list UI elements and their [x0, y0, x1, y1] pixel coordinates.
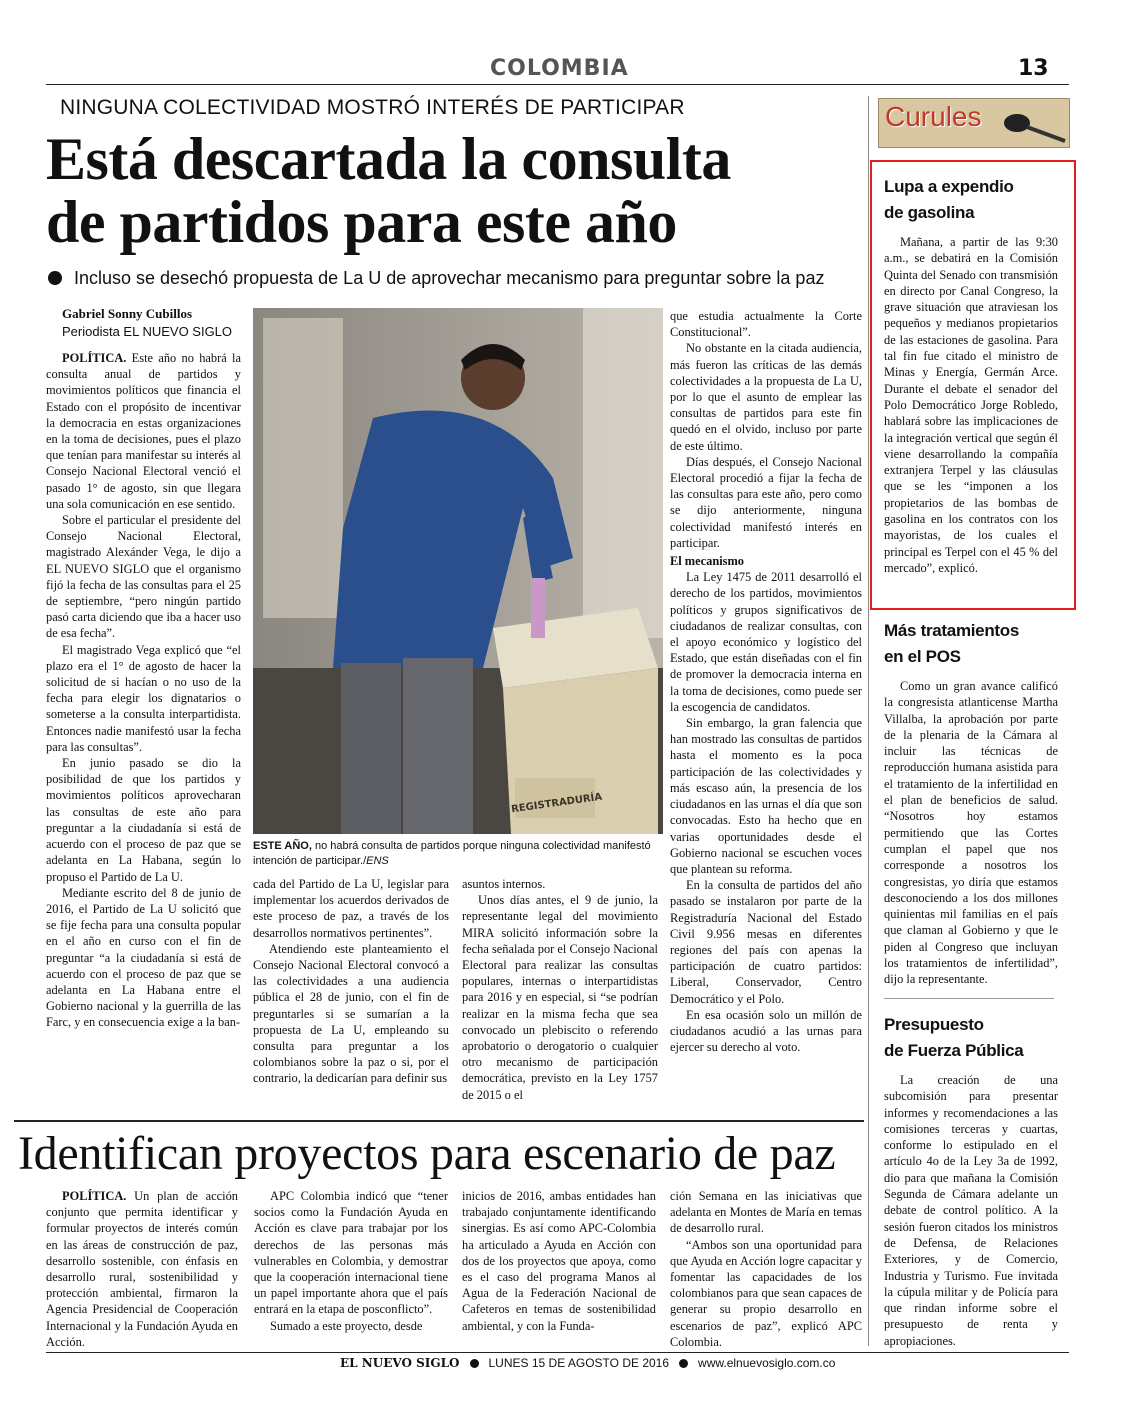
- article-column-1: [46, 350, 241, 1110]
- subheading: El mecanismo: [670, 554, 744, 569]
- footer: [340, 1356, 835, 1370]
- sidebar-item-title: Presupuesto de Fuerza Pública: [884, 1015, 1024, 1060]
- paragraph: asuntos internos.: [462, 877, 546, 891]
- paragraph: cada del Partido de La U, legislar para implementar los acuerdos derivados de este proceso de paz, a través de los desarrollos normativos pertinentes”.: [253, 877, 449, 940]
- article2-column-1: [46, 1188, 238, 1350]
- article-deck: [48, 268, 824, 289]
- paragraph: Mediante escrito del 8 de junio de 2016, el Partido de La U solicitó que se fije fecha para una consulta popular en el año en curso con el fin de preguntar “a la ciudadanía si está de acuerdo con el proceso de paz que se adelanta en La Habana entre el Gobierno nacional y la guerrilla de las Farc, y en consecuencia exige a la ban-: [46, 885, 241, 1030]
- curules-banner: [878, 98, 1070, 148]
- footer-date: LUNES 15 DE AGOSTO DE 2016: [488, 1356, 670, 1370]
- paragraph: Atendiendo este planteamiento el Consejo Nacional Electoral convocó a las colectividades a una audiencia pública el 28 de junio, con el fin de preguntarles si se sumarían a la propuesta de La U, empleando su consulta para preguntar a los colombianos sobre la paz o si, por el contrario, la dedicarían para definir sus: [253, 941, 449, 1086]
- section-label: COLOMBIA: [490, 56, 629, 81]
- paragraph: Unos días antes, el 9 de junio, la representante legal del movimiento MIRA solicitó información sobre la fecha señalada por el Consejo Nacional Electoral para realizar las consultas populares, internas o interpartidistas para 2016 y en especial, si “se podrían realizar en la misma fecha que sea convocado un plebiscito o referendo aprobatorio o derogatorio o cualquier otro mecanismo de participación democrática, previsto en la Ley 1757 de 2015 o el: [462, 893, 658, 1102]
- author-role: Periodista EL NUEVO SIGLO: [62, 324, 233, 339]
- header-rule: [46, 84, 1069, 85]
- paragraph: En la consulta de partidos del año pasado se instalaron por parte de la Registraduría Nacional del Estado Civil 9.956 mesas en diferentes regiones del país con apenas la participación de cuatro partidos: Liberal, Conservador, Centro Democrático y el Polo.: [670, 878, 862, 1006]
- sidebar-item-text: Como un gran avance calificó la congresista atlanticense Martha Villalba, la aprobación por parte de la plenaria de la Cámara al incluir las técnicas de reproducción humana asistida para el tratamiento de la infertilidad en el plan de beneficios de salud. “Nosotros hoy estamos permitiendo que las Cortes cumplan el papel que nos corresponde a nosotros los congresistas, yo diría que estamos desconociendo a los dos millones quinientas mil familias en el país que claman al Gobierno y que le piden al Congreso que incluyan los tratamientos de infertilidad”, dijo la representante.: [884, 679, 1058, 987]
- bullet-icon: [48, 271, 62, 285]
- article2-column-2: [254, 1188, 448, 1334]
- article-headline: [46, 128, 731, 254]
- sidebar-item-gasolina: [884, 174, 1058, 576]
- paragraph: La Ley 1475 de 2011 desarrolló el derecho de los partidos, movimientos políticos y grupos significativos de ciudadanos de realizar consultas, con el apoyo económico y logístico del Estado, que están diseñadas con el fin de promover la democracia interna en la toma de decisiones, como puede ser la escogencia de candidatos.: [670, 570, 862, 714]
- microphone-icon: [997, 111, 1067, 143]
- article2-top-rule: [14, 1120, 864, 1122]
- article-column-2: [253, 876, 449, 1110]
- footer-bullet-icon: [470, 1359, 479, 1368]
- footer-bullet-icon: [679, 1359, 688, 1368]
- paragraph: inicios de 2016, ambas entidades han trabajado conjuntamente identificando sinergias. Es así como APC-Colombia ha articulado a Ayuda en Acción con dos de los proyectos que apoya, como es el caso del programa Manos al Agua de la Federación Nacional de Cafeteros en temas de sostenibilidad ambiental, y con la Funda-: [462, 1189, 656, 1333]
- sidebar-item-title: Lupa a expendio de gasolina: [884, 177, 1014, 222]
- deck-text: Incluso se desechó propuesta de La U de aprovechar mecanismo para preguntar sobre la paz: [74, 268, 825, 288]
- paragraph: No obstante en la citada audiencia, más fueron las críticas de las demás colectividades a la propuesta de La U, por lo que el asunto de emplear las consultas de partidos para este fin quedó en el olvido, incluso por parte de este último.: [670, 341, 862, 453]
- paragraph: “Ambos son una oportunidad para que Ayuda en Acción logre capacitar y fomentar las capacidades de los colombianos para que sean capaces de generar su propio desarrollo en escenarios de paz”, explicó APC Colombia.: [670, 1237, 862, 1349]
- page-number: 13: [1018, 56, 1049, 81]
- paragraph: Días después, el Consejo Nacional Electoral procedió a fijar la fecha de las consultas para este año, pero como se dijo anteriormente, ninguna colectividad manifestó interés en participar.: [670, 454, 862, 550]
- sidebar-divider: [868, 96, 869, 1346]
- paragraph: Sin embargo, la gran falencia que han mostrado las consultas de partidos hasta el momento es la poca participación de las colectividades y más escaso aún, la presencia de los ciudadanos en las urnas el día que son convocadas. Esto ha hecho que en varias oportunidades desde el Gobierno nacional se escuchen voces que plantean su reforma.: [670, 716, 862, 876]
- paragraph: POLÍTICA. Un plan de acción conjunto que permita identificar y formular proyectos de interés común en las áreas de construcción de paz, desarrollo sostenible, con énfasis en desarrollo rural, sostenibilidad y protección ambiental, firmaron la Agencia Presidencial de Cooperación Internacional y la Fundación Ayuda en Acción.: [46, 1189, 238, 1349]
- headline-line-2: de partidos para este año: [46, 189, 677, 255]
- sidebar-item-text: Mañana, a partir de las 9:30 a.m., se debatirá en la Comisión Quinta del Senado con transmisión en directo por Canal Congreso, la grave situación que atraviesan los pequeños y medianos propietarios de las estaciones de gasolina. Para tal fin fue citado el ministro de Minas y Energía, Germán Arce. Durante el debate el senador del Polo Democrático Jorge Robledo, hablará sobre las implicaciones de la integración vertical que según él viene desarrollando la compañía extranjera Terpel y las cláusulas que se les “imponen a los propietarios de las bombas de gasolina en los contratos con los mayoristas, de los cuales el principal es Terpel con el 45 % del mercado”, explicó.: [884, 235, 1058, 575]
- paragraph: POLÍTICA. Este año no habrá la consulta anual de partidos y movimientos políticos que financia el Estado con el propósito de incentivar la democracia en estas organizaciones en la toma de decisiones, pues el plazo que tenían para manifestar su interés al Consejo Nacional Electoral venció el pasado 1° de agosto, sin que llegara una sola comunicación en ese sentido.: [46, 351, 241, 511]
- sidebar-item-title: Más tratamientos en el POS: [884, 621, 1020, 666]
- sidebar-item-text: La creación de una subcomisión para presentar informes y recomendaciones a las comisiones terceras y cuartas, conforme lo estipulado en el artículo 4o de la Ley 3a de 1992, dio para que mañana la Comisión Segunda de Cámara adelante un debate de control político. A la sesión fueron citados los ministros de Defensa, de Relaciones Exteriores, y de Comercio, Industria y Turismo. Fue invitada la cúpula militar y de Policía para que rindan informe sobre el presupuesto de renta y apropiaciones.: [884, 1073, 1058, 1348]
- footer-brand: EL NUEVO SIGLO: [340, 1356, 460, 1370]
- paragraph: En junio pasado se dio la posibilidad de que los partidos y movimientos políticos aprovecharan las consultas de este año para preguntar a la ciudadanía si está de acuerdo con el proceso de paz que se adelanta en La Habana, según lo propuso el Partido de La U.: [46, 756, 241, 884]
- paragraph: Sobre el particular el presidente del Consejo Nacional Electoral, magistrado Alexánder Vega, le dijo a EL NUEVO SIGLO que el organismo fijó la fecha de las consultas para el 25 de septiembre, “pero ningún partido pasó carta diciendo que iba a hacer uso de esa fecha”.: [46, 513, 241, 641]
- sidebar-item-presupuesto: [884, 1012, 1058, 1349]
- article-column-4: [670, 308, 862, 1112]
- article-column-3: [462, 876, 658, 1110]
- photo-illustration: [253, 308, 663, 834]
- footer-rule: [46, 1352, 1069, 1353]
- paragraph: que estudia actualmente la Corte Constitucional”.: [670, 309, 862, 340]
- paragraph: ción Semana en las iniciativas que adelanta en Montes de María en temas de desarrollo rural.: [670, 1189, 862, 1236]
- article-photo: [253, 308, 663, 834]
- paragraph: Sumado a este proyecto, desde: [270, 1318, 423, 1333]
- headline-line-1: Está descartada la consulta: [46, 126, 731, 192]
- author-name: Gabriel Sonny Cubillos: [62, 306, 193, 321]
- article2-headline: Identifican proyectos para escenario de paz: [18, 1127, 836, 1180]
- paragraph: El magistrado Vega explicó que “el plazo era el 1° de agosto de hacer la solicitud de si hacían o no uso de la fecha para elegir los dignatarios o someterse a la consulta interpartidista. Entonces nadie manifestó usar la fecha para las consultas”.: [46, 642, 241, 754]
- paragraph: APC Colombia indicó que “tener socios como la Fundación Ayuda en Acción es clave para trabajar por los derechos de las personas más vulnerables en Colombia, y demostrar que la cooperación internacional tiene un papel importante ahora que el país entrará en la etapa de posconflicto”.: [254, 1189, 448, 1317]
- paragraph: En esa ocasión solo un millón de ciudadanos acudió a las urnas para ejercer su derecho al voto.: [670, 1007, 862, 1055]
- sidebar-separator: [884, 998, 1054, 999]
- sidebar-item-pos: [884, 618, 1058, 988]
- article2-column-4: [670, 1188, 862, 1350]
- article2-column-3: [462, 1188, 656, 1334]
- ballot-box-label: REGISTRADURÍA: [510, 791, 603, 816]
- photo-caption: ESTE AÑO, no habrá consulta de partidos porque ninguna colectividad manifestó intención de participar./ENS: [253, 840, 651, 867]
- footer-url: www.elnuevosiglo.com.co: [698, 1356, 836, 1370]
- article-kicker: NINGUNA COLECTIVIDAD MOSTRÓ INTERÉS DE PARTICIPAR: [60, 96, 685, 119]
- curules-banner-title: Curules: [885, 101, 982, 132]
